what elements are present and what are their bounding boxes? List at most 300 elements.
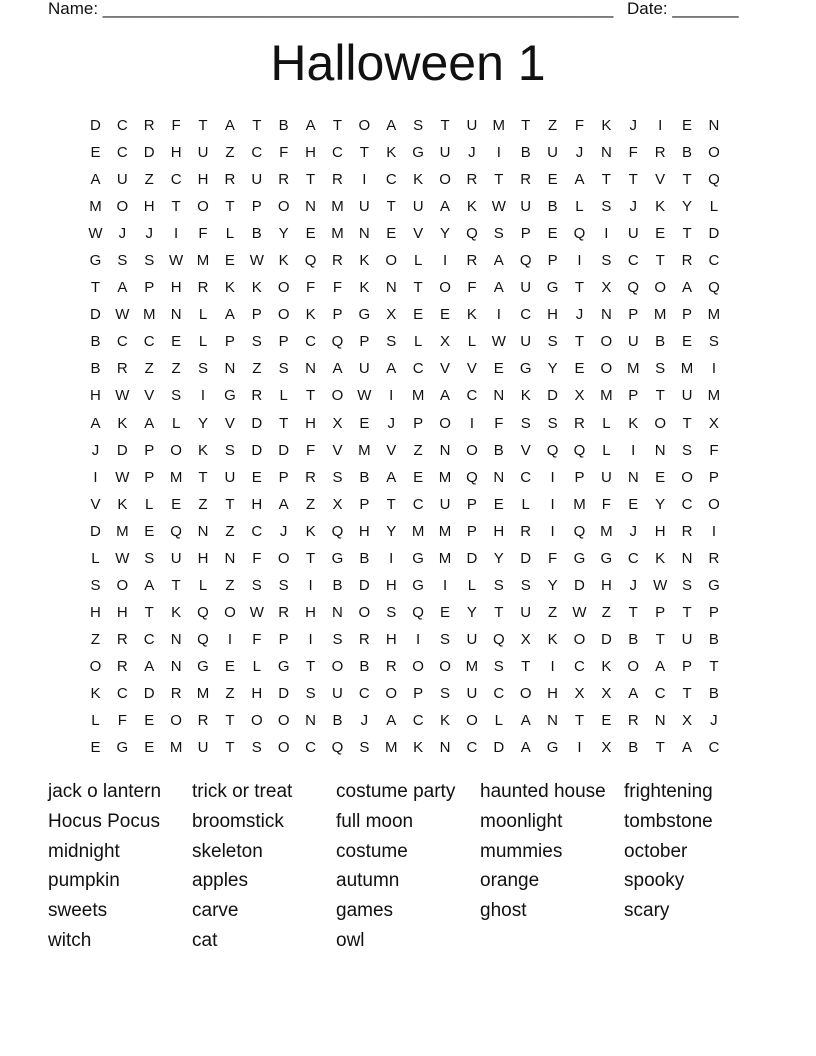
grid-letter: P (574, 468, 585, 486)
grid-letter: Q (546, 441, 559, 459)
grid-letter: T (332, 117, 343, 134)
grid-letter: P (278, 630, 289, 648)
grid-letter: M (116, 522, 129, 540)
grid-letter: R (116, 360, 128, 378)
grid-letter: I (469, 414, 474, 432)
grid-letter: V (224, 414, 235, 432)
grid-letter: N (170, 657, 182, 675)
grid-letter: K (117, 495, 128, 513)
grid-letter: U (439, 495, 451, 513)
grid-letter: J (468, 144, 476, 162)
grid-letter: N (439, 739, 451, 757)
grid-letter: D (251, 441, 263, 459)
grid-letter: Q (197, 603, 209, 621)
grid-letter: U (520, 279, 532, 297)
grid-letter: O (466, 441, 478, 459)
grid-letter: L (225, 225, 235, 243)
grid-letter: P (144, 468, 155, 486)
grid-letter: E (386, 225, 397, 243)
grid-letter: C (251, 522, 263, 540)
grid-letter: D (600, 630, 612, 648)
grid-letter: C (116, 144, 128, 162)
grid-letter: S (171, 387, 182, 405)
grid-letter: F (574, 117, 585, 134)
grid-letter: B (682, 144, 693, 162)
grid-letter: H (305, 603, 316, 621)
grid-letter: R (197, 279, 209, 297)
grid-letter: N (627, 468, 639, 486)
grid-letter: K (466, 306, 477, 324)
grid-letter: W (653, 576, 668, 594)
grid-letter: E (655, 468, 666, 486)
grid-letter: H (170, 144, 182, 162)
grid-letter: M (492, 117, 506, 134)
grid-letter: T (655, 252, 665, 270)
word-list-item: costume party (336, 781, 456, 802)
grid-letter: H (385, 630, 397, 648)
grid-letter: C (358, 684, 370, 702)
grid-letter: T (521, 657, 531, 675)
grid-letter: P (708, 603, 719, 621)
grid-letter: K (224, 279, 235, 297)
grid-letter: K (547, 630, 558, 648)
grid-letter: O (116, 198, 129, 216)
grid-letter: E (413, 468, 424, 486)
grid-letter: P (413, 414, 424, 432)
grid-letter: X (386, 306, 397, 324)
grid-letter: I (227, 630, 232, 648)
grid-letter: G (546, 739, 559, 757)
grid-letter: I (550, 657, 555, 675)
grid-letter: G (331, 549, 344, 567)
grid-letter: I (496, 144, 501, 162)
grid-letter: S (144, 252, 155, 270)
grid-letter: L (602, 441, 611, 459)
grid-letter: O (681, 468, 693, 486)
grid-letter: S (332, 630, 343, 648)
header-line (48, 0, 748, 20)
word-list-item: trick or treat (192, 781, 293, 802)
grid-letter: U (466, 684, 478, 702)
grid-letter: D (143, 684, 155, 702)
grid-letter: T (305, 657, 316, 675)
grid-letter: E (171, 495, 182, 513)
grid-letter: B (90, 360, 101, 378)
grid-letter: R (224, 171, 236, 189)
grid-letter: Q (573, 441, 586, 459)
grid-letter: M (169, 739, 183, 757)
grid-letter: S (251, 576, 262, 594)
grid-letter: I (93, 468, 98, 486)
grid-letter: N (224, 549, 236, 567)
grid-letter: D (278, 684, 290, 702)
grid-letter: S (278, 360, 289, 378)
grid-letter: A (682, 739, 693, 757)
grid-letter: S (655, 360, 666, 378)
grid-letter: X (520, 630, 531, 648)
grid-letter: M (331, 225, 344, 243)
grid-letter: E (493, 360, 504, 378)
grid-letter: H (143, 198, 155, 216)
grid-letter: G (89, 252, 102, 270)
letter-grid (82, 112, 727, 761)
grid-letter: V (332, 441, 343, 459)
grid-letter: Q (466, 225, 478, 243)
grid-letter: D (574, 576, 585, 594)
grid-letter: B (708, 684, 719, 702)
grid-letter: C (708, 252, 720, 270)
grid-letter: U (224, 468, 236, 486)
grid-letter: L (467, 576, 477, 594)
grid-letter: B (708, 630, 719, 648)
grid-letter: C (520, 306, 532, 324)
grid-letter: A (386, 712, 397, 730)
grid-letter: B (628, 630, 639, 648)
grid-letter: N (547, 712, 558, 730)
grid-letter: J (629, 522, 637, 540)
grid-letter: C (412, 495, 424, 513)
grid-letter: T (359, 144, 369, 162)
grid-letter: R (520, 522, 532, 540)
grid-letter: Q (466, 468, 478, 486)
grid-letter: P (332, 306, 343, 324)
grid-letter: S (386, 603, 397, 621)
grid-letter: H (170, 279, 182, 297)
grid-letter: A (493, 252, 504, 270)
grid-letter: T (252, 117, 262, 134)
grid-letter: P (224, 333, 235, 351)
grid-letter: F (601, 495, 611, 513)
word-list-item: ghost (480, 900, 527, 922)
word-list-item: jack o lantern (48, 781, 162, 802)
grid-letter: E (547, 171, 558, 189)
grid-letter: T (628, 171, 638, 189)
grid-letter: L (494, 712, 503, 730)
grid-letter: I (442, 252, 448, 270)
word-list-item: full moon (336, 810, 414, 832)
grid-letter: T (305, 549, 316, 567)
grid-letter: V (655, 171, 666, 189)
word-list-item: october (624, 840, 688, 862)
grid-letter: E (359, 414, 370, 432)
grid-letter: O (385, 252, 398, 270)
grid-letter: Y (466, 603, 477, 621)
grid-letter: H (90, 603, 101, 621)
grid-letter: M (89, 198, 102, 216)
grid-letter: C (627, 252, 639, 270)
grid-letter: L (198, 306, 208, 324)
word-list-item: carve (192, 900, 239, 922)
grid-letter: Y (440, 225, 451, 243)
grid-letter: X (574, 387, 585, 405)
grid-letter: U (520, 603, 532, 621)
grid-letter: Z (171, 360, 181, 378)
grid-letter: K (305, 306, 316, 324)
grid-letter: B (90, 333, 101, 351)
grid-letter: L (413, 333, 423, 351)
grid-letter: Q (170, 522, 182, 540)
grid-letter: A (144, 414, 155, 432)
grid-letter: S (251, 739, 262, 757)
grid-letter: V (520, 441, 531, 459)
grid-letter: E (144, 522, 155, 540)
grid-letter: S (601, 198, 612, 216)
grid-letter: J (575, 144, 584, 162)
grid-letter: N (681, 549, 693, 567)
grid-letter: H (654, 522, 666, 540)
grid-letter: U (627, 225, 639, 243)
grid-letter: A (117, 279, 128, 297)
grid-letter: T (225, 495, 235, 513)
grid-letter: P (144, 441, 155, 459)
grid-letter: H (385, 576, 397, 594)
grid-letter: B (655, 333, 666, 351)
grid-letter: U (358, 198, 370, 216)
grid-letter: J (91, 441, 100, 459)
grid-letter: O (224, 603, 236, 621)
grid-letter: R (358, 630, 370, 648)
grid-letter: N (600, 306, 612, 324)
grid-letter: Q (573, 225, 586, 243)
grid-letter: H (305, 144, 316, 162)
grid-letter: R (681, 252, 693, 270)
grid-letter: I (174, 225, 179, 243)
grid-letter: K (413, 739, 424, 757)
grid-letter: U (520, 198, 532, 216)
grid-letter: R (278, 171, 290, 189)
word-list-item: skeleton (192, 840, 263, 862)
grid-letter: I (389, 549, 394, 567)
grid-letter: R (708, 549, 720, 567)
grid-letter: N (654, 712, 666, 730)
grid-letter: Z (225, 576, 235, 594)
grid-letter: N (358, 225, 370, 243)
grid-letter: T (90, 279, 101, 297)
grid-letter: O (439, 414, 451, 432)
grid-letter: Y (386, 522, 397, 540)
grid-letter: T (682, 225, 692, 243)
grid-letter: A (90, 414, 101, 432)
grid-letter: H (547, 306, 558, 324)
grid-letter: S (251, 333, 262, 351)
grid-letter: S (305, 684, 316, 702)
grid-letter: P (628, 306, 639, 324)
grid-letter: K (655, 198, 666, 216)
grid-letter: M (411, 522, 425, 540)
grid-letter: M (169, 468, 183, 486)
grid-letter: P (251, 198, 262, 216)
grid-letter: U (466, 117, 478, 134)
grid-letter: C (520, 468, 532, 486)
grid-letter: W (169, 252, 184, 270)
grid-letter: I (200, 387, 206, 405)
grid-letter: U (170, 549, 182, 567)
grid-letter: P (708, 468, 719, 486)
grid-letter: S (440, 630, 451, 648)
grid-letter: Y (198, 414, 209, 432)
grid-letter: E (90, 144, 101, 162)
grid-letter: O (277, 279, 290, 297)
grid-letter: I (496, 306, 501, 324)
grid-letter: M (142, 306, 156, 324)
grid-letter: T (682, 684, 692, 702)
grid-letter: H (305, 414, 316, 432)
grid-letter: E (224, 252, 235, 270)
grid-letter: O (358, 603, 371, 621)
grid-letter: R (385, 657, 397, 675)
grid-letter: C (143, 630, 155, 648)
grid-letter: F (171, 117, 181, 134)
grid-letter: A (520, 712, 531, 730)
grid-letter: H (493, 522, 505, 540)
grid-letter: E (144, 712, 155, 730)
grid-letter: L (602, 414, 611, 432)
grid-letter: I (308, 630, 313, 648)
grid-letter: T (198, 468, 208, 486)
grid-letter: X (708, 414, 719, 432)
grid-letter: R (305, 468, 316, 486)
grid-letter: E (574, 360, 585, 378)
grid-letter: K (466, 198, 477, 216)
grid-letter: C (305, 739, 316, 757)
grid-letter: R (654, 144, 666, 162)
grid-letter: B (359, 549, 370, 567)
grid-letter: A (493, 279, 504, 297)
grid-letter: P (682, 306, 693, 324)
grid-letter: A (520, 739, 531, 757)
grid-letter: C (654, 684, 666, 702)
grid-letter: Y (655, 495, 666, 513)
grid-letter: C (251, 144, 263, 162)
grid-letter: Q (573, 522, 586, 540)
grid-letter: Z (90, 630, 101, 648)
grid-letter: S (682, 441, 693, 459)
grid-letter: R (116, 630, 128, 648)
date-field-label: Date: _______ (627, 0, 739, 18)
word-list-item: haunted house (480, 781, 606, 802)
grid-letter: M (707, 306, 721, 324)
word-list (48, 777, 768, 956)
grid-letter: P (359, 333, 370, 351)
grid-letter: I (550, 468, 555, 486)
grid-letter: P (359, 495, 370, 513)
grid-letter: A (144, 576, 155, 594)
grid-letter: R (681, 522, 693, 540)
grid-letter: I (362, 171, 367, 189)
grid-letter: R (466, 171, 478, 189)
grid-letter: T (171, 576, 181, 594)
grid-letter: C (116, 333, 128, 351)
word-list-item: costume (336, 840, 408, 862)
grid-letter: A (440, 387, 451, 405)
grid-letter: N (224, 360, 236, 378)
word-list-item: witch (48, 929, 92, 951)
grid-letter: X (601, 739, 612, 757)
grid-letter: R (143, 117, 155, 134)
grid-letter: C (412, 360, 424, 378)
grid-letter: K (198, 441, 209, 459)
grid-letter: Q (627, 279, 640, 297)
word-list-item: autumn (336, 870, 400, 892)
grid-letter: E (601, 712, 612, 730)
grid-letter: T (574, 333, 585, 351)
grid-letter: R (332, 252, 343, 270)
grid-letter: Q (331, 522, 344, 540)
word-list-item: mummies (480, 840, 563, 862)
grid-letter: W (249, 603, 264, 621)
grid-letter: B (332, 576, 343, 594)
grid-letter: P (278, 333, 289, 351)
grid-letter: C (574, 657, 585, 675)
grid-letter: T (574, 279, 585, 297)
grid-letter: H (90, 387, 101, 405)
word-list-item: broomstick (192, 810, 284, 832)
grid-letter: R (251, 387, 263, 405)
grid-letter: O (89, 657, 102, 675)
grid-letter: U (547, 144, 558, 162)
grid-letter: G (573, 549, 586, 567)
grid-letter: N (654, 441, 666, 459)
grid-letter: H (251, 684, 263, 702)
grid-letter: O (466, 712, 478, 730)
grid-letter: G (277, 657, 290, 675)
grid-letter: T (413, 279, 423, 297)
grid-letter: S (359, 739, 370, 757)
grid-letter: Q (708, 279, 720, 297)
grid-letter: Q (708, 171, 720, 189)
grid-letter: W (491, 333, 506, 351)
grid-letter: J (118, 225, 127, 243)
grid-letter: S (224, 441, 235, 459)
grid-letter: E (251, 468, 262, 486)
grid-letter: X (682, 712, 693, 730)
grid-letter: M (411, 387, 425, 405)
grid-letter: J (145, 225, 153, 243)
grid-letter: P (144, 279, 155, 297)
grid-letter: H (547, 684, 558, 702)
grid-letter: B (278, 117, 289, 134)
grid-letter: T (709, 657, 719, 675)
grid-letter: D (547, 387, 558, 405)
grid-letter: K (655, 549, 666, 567)
grid-letter: W (88, 225, 103, 243)
grid-letter: N (708, 117, 720, 134)
grid-letter: I (711, 522, 717, 540)
grid-letter: I (658, 117, 663, 134)
grid-letter: G (519, 360, 532, 378)
grid-letter: X (332, 495, 343, 513)
grid-letter: Y (547, 576, 558, 594)
grid-letter: X (332, 414, 343, 432)
grid-letter: H (197, 171, 209, 189)
grid-letter: V (466, 360, 477, 378)
grid-letter: T (279, 414, 289, 432)
grid-letter: S (493, 657, 504, 675)
grid-letter: A (332, 360, 343, 378)
grid-letter: C (412, 712, 424, 730)
grid-letter: O (277, 712, 290, 730)
grid-letter: I (577, 252, 582, 270)
grid-letter: T (386, 495, 396, 513)
grid-letter: O (654, 279, 666, 297)
grid-letter: B (359, 468, 370, 486)
grid-letter: I (550, 522, 555, 540)
grid-letter: M (438, 522, 452, 540)
grid-letter: H (358, 522, 370, 540)
grid-letter: D (143, 144, 155, 162)
grid-letter: S (708, 333, 719, 351)
grid-letter: I (550, 495, 555, 513)
